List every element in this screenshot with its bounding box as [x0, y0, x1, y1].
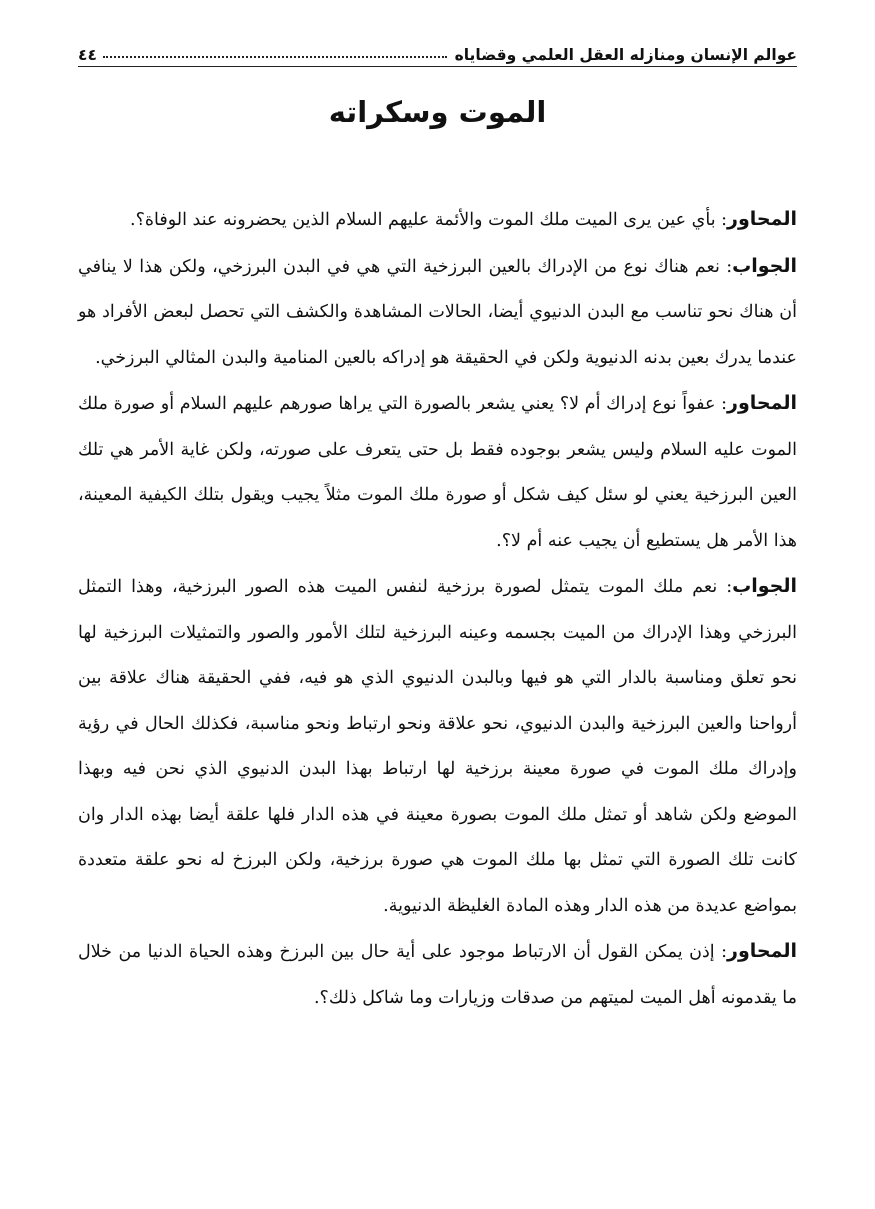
chapter-title: الموت وسكراته — [328, 95, 547, 129]
running-header-book-title: عوالم الإنسان ومنازله العقل العلمي وقضاياه — [454, 46, 797, 64]
running-header — [78, 34, 797, 64]
paragraph — [78, 381, 797, 564]
paragraph — [78, 564, 797, 929]
page-number: ٤٤ — [78, 46, 97, 64]
paragraph-text: : نعم ملك الموت يتمثل لصورة برزخية لنفس الميت هذه الصور البرزخية، وهذا التمثل البرزخي وهذا الإدراك من الميت بجسمه وعينه البرزخية لتلك الأمور والصور والتمثيلات البرزخية لها نحو تعلق ومناسبة بالدار التي هو فيها وبالبدن الدنيوي الذي هو فيه، ففي الحقيقة هناك علاقة بين أرواحنا والعين البرزخية والبدن الدنيوي، نحو علاقة ونحو ارتباط ونحو مناسبة، فكذلك الحال في رؤية وإدراك ملك الموت في صورة معينة برزخية لها ارتباط بهذا البدن الدنيوي الذي نحن فيه وبهذا الموضع ولكن شاهد أو تمثل ملك الموت بصورة معينة في هذه الدار فلها علقة أيضا بهذه الدار وان كانت تلك الصورة التي تمثل بها ملك الموت هي صورة برزخية، ولكن البرزخ له نحو علقة متعددة بمواضع عديدة من هذه الدار وهذه المادة الغليظة الدنيوية. — [78, 577, 797, 916]
speaker-label: الجواب — [732, 575, 797, 597]
dotted-leader — [103, 56, 447, 58]
body-text — [78, 197, 797, 1021]
paragraph — [78, 197, 797, 244]
header-rule — [78, 66, 797, 67]
paragraph-text: : بأي عين يرى الميت ملك الموت والأئمة عليهم السلام الذين يحضرونه عند الوفاة؟. — [130, 210, 728, 230]
paragraph — [78, 244, 797, 382]
paragraph — [78, 929, 797, 1021]
speaker-label: الجواب — [732, 254, 797, 277]
paragraph-text: : نعم هناك نوع من الإدراك بالعين البرزخية التي هي في البدن البرزخي، ولكن هذا لا ينافي أن هناك نحو تناسب مع البدن الدنيوي أيضا، الحالات المشاهدة والكشف التي تحصل لبعض الأفراد هو عندما يدرك بعين بدنه الدنيوية ولكن في الحقيقة هو إدراكه بالعين المنامية والبدن المثالي البرزخي. — [78, 256, 797, 368]
speaker-label: المحاور — [727, 940, 797, 962]
speaker-label: المحاور — [727, 208, 797, 230]
speaker-label: المحاور — [727, 392, 797, 414]
paragraph-text: : عفواً نوع إدراك أم لا؟ يعني يشعر بالصورة التي يراها صورهم عليهم السلام أو صورة ملك الموت عليه السلام وليس يشعر بوجوده فقط بل حتى يتعرف على صورته، ولكن غاية الأمر هي تلك العين البرزخية يعني لو سئل كيف شكل أو صورة ملك الموت مثلاً يجيب ويقول بتلك الكيفية المعينة، هذا الأمر هل يستطيع أن يجيب عنه أم لا؟. — [78, 394, 797, 551]
paragraph-text: : إذن يمكن القول أن الارتباط موجود على أية حال بين البرزخ وهذه الحياة الدنيا من خلال ما يقدمونه أهل الميت لميتهم من صدقات وزيارات وما شاكل ذلك؟. — [78, 942, 797, 1008]
